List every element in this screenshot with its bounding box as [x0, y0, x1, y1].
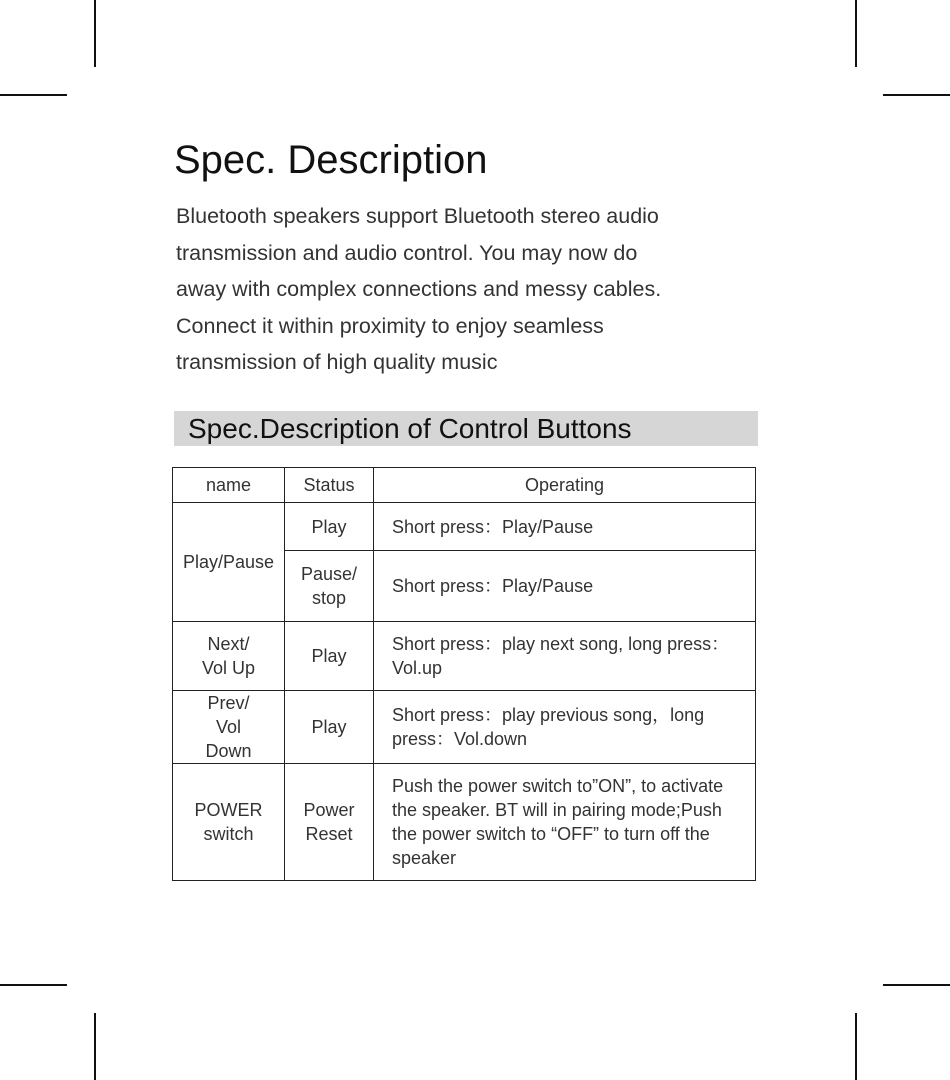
crop-mark-top-right-horizontal	[883, 94, 950, 96]
cell-name-text: Next/ Vol Up	[201, 634, 256, 678]
intro-line: Connect it within proximity to enjoy seamless	[176, 313, 604, 338]
page-title: Spec. Description	[174, 138, 488, 182]
crop-mark-top-right-vertical	[855, 0, 857, 67]
cell-operating: Short press：play next song, long press：Vol.up	[374, 622, 756, 691]
cell-name-text: Prev/ Vol Down	[205, 693, 252, 761]
intro-line: transmission and audio control. You may now do	[176, 240, 638, 265]
cell-name-text: POWER switch	[194, 800, 263, 844]
cell-status	[285, 764, 374, 881]
cell-status-text: Pause/ stop	[300, 564, 358, 608]
column-header-status: Status	[285, 468, 374, 503]
control-buttons-table	[172, 467, 756, 881]
table-row	[173, 622, 756, 691]
cell-operating: Short press：Play/Pause	[374, 503, 756, 551]
cell-operating: Short press：play previous song，long press：Vol.down	[374, 691, 756, 764]
column-header-operating: Operating	[374, 468, 756, 503]
cell-name	[173, 622, 285, 691]
crop-mark-top-left-vertical	[94, 0, 96, 67]
cell-status: Play	[285, 622, 374, 691]
cell-operating: Short press：Play/Pause	[374, 551, 756, 622]
cell-name: Play/Pause	[173, 503, 285, 622]
intro-line: transmission of high quality music	[176, 350, 498, 374]
section-title: Spec.Description of Control Buttons	[174, 411, 758, 446]
table-row	[173, 691, 756, 764]
crop-mark-top-left-horizontal	[0, 94, 67, 96]
table-header-row	[173, 468, 756, 503]
cell-operating: Push the power switch to”ON”, to activate the speaker. BT will in pairing mode;Push the power switch to “OFF” to turn off the speaker	[374, 764, 756, 881]
cell-status: Play	[285, 503, 374, 551]
table-row	[173, 764, 756, 881]
cell-name	[173, 691, 285, 764]
crop-mark-bottom-left-vertical	[94, 1013, 96, 1080]
cell-status	[285, 551, 374, 622]
crop-mark-bottom-right-vertical	[855, 1013, 857, 1080]
intro-line: Bluetooth speakers support Bluetooth stereo audio	[176, 204, 659, 228]
crop-mark-bottom-left-horizontal	[0, 984, 67, 986]
cell-name	[173, 764, 285, 881]
cell-status-text: Power Reset	[303, 800, 355, 844]
intro-paragraph	[176, 198, 776, 381]
crop-mark-bottom-right-horizontal	[883, 984, 950, 986]
intro-line: away with complex connections and messy cables.	[176, 277, 662, 301]
table-row	[173, 503, 756, 551]
column-header-name: name	[173, 468, 285, 503]
cell-status: Play	[285, 691, 374, 764]
